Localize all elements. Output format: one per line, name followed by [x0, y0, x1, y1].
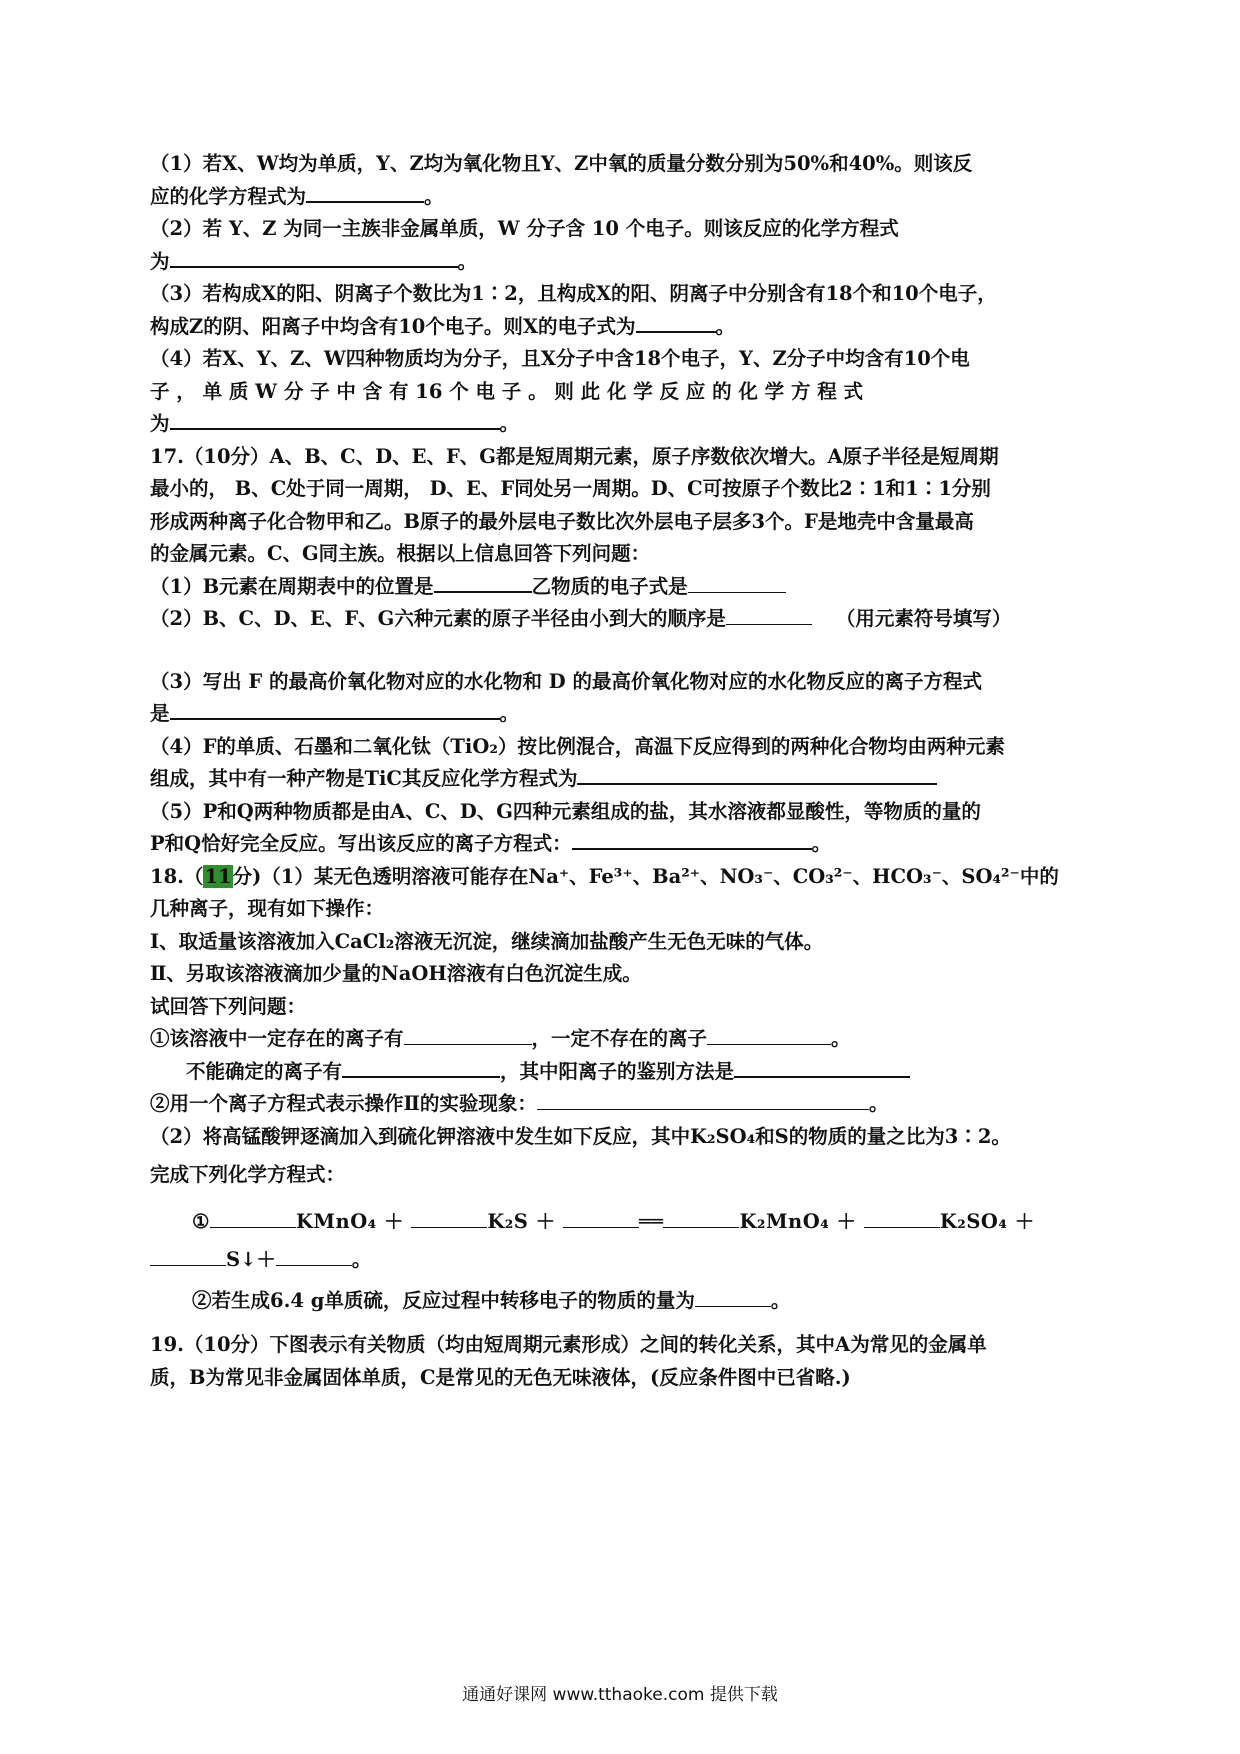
q18-ask: 试回答下列问题： [150, 994, 307, 1018]
q17-stem-line1: 17.（10分）A、B、C、D、E、F、G都是短周期元素，原子序数依次增大。A原子半径是短周期 [150, 444, 999, 468]
q18-q1-cont: 不能确定的离子有 ，其中阳离子的鉴别方法是 [150, 1056, 1100, 1089]
q16-part2-line2: 为 。 [150, 246, 1100, 279]
q16-part1-line1: （1）若X、W均为单质，Y、Z均为氧化物且Y、Z中氧的质量分数分别为50%和40%。则该反 [150, 152, 973, 175]
q17-sub2: （2）B、C、D、E、F、G六种元素的原子半径由小到大的顺序是 （用元素符号填写） [150, 603, 1100, 636]
q16-part1-line2: 应的化学方程式为 。 [150, 181, 1100, 214]
highlighted-score: 11 [204, 864, 232, 888]
answer-blank[interactable] [663, 1207, 739, 1228]
answer-blank[interactable] [342, 1056, 500, 1078]
q19-line1: 19.（10分）下图表示有关物质（均由短周期元素形成）之间的转化关系，其中A为常见的金属单 [150, 1333, 987, 1356]
q17-stem-line4: 的金属元素。C、G同主族。根据以上信息回答下列问题： [150, 542, 651, 565]
answer-blank[interactable] [276, 1245, 352, 1266]
q16-part3-line2: 构成Z的阴、阳离子中均含有10个电子。则X的电子式为 。 [150, 311, 1100, 344]
q18-q2: ②用一个离子方程式表示操作Ⅱ的实验现象： 。 [150, 1088, 1100, 1121]
answer-blank[interactable] [170, 408, 500, 430]
answer-blank[interactable] [636, 311, 716, 333]
q17-sub5-line1: （5）P和Q两种物质都是由A、C、D、G四种元素组成的盐，其水溶液都显酸性，等物质的量的 [150, 799, 981, 823]
answer-blank[interactable] [577, 763, 937, 785]
q17-sub5-line2: P和Q恰好完全反应。写出该反应的离子方程式： 。 [150, 828, 1100, 861]
answer-blank[interactable] [170, 698, 500, 720]
q16-part4-line2: 子 ， 单 质 W 分 子 中 含 有 16 个 电 子 。 则 此 化 学 反 应 的 化 学 方 程 式 [150, 379, 864, 403]
answer-blank[interactable] [563, 1207, 639, 1228]
q18-operation-1: Ⅰ、取适量该溶液加入CaCl₂溶液无沉淀，继续滴加盐酸产生无色无味的气体。 [150, 929, 824, 953]
q17-sub3-line1: （3）写出 F 的最高价氧化物对应的水化物和 D 的最高价氧化物对应的水化物反应的离子方程式 [150, 669, 982, 693]
q16-part4-line1: （4）若X、Y、Z、W四种物质均为分子，且X分子中含18个电子，Y、Z分子中均含有10个电 [150, 347, 970, 370]
q16-part3-line1: （3）若构成X的阳、阴离子个数比为1∶2，且构成X的阳、阴离子中分别含有18个和10个电子， [150, 282, 997, 305]
page-footer: 通通好课网 www.tthaoke.com 提供下载 [462, 1685, 778, 1705]
answer-blank[interactable] [726, 604, 812, 625]
q17-stem-line2: 最小的， B、C处于同一周期， D、E、F同处另一周期。D、C可按原子个数比2∶1和1∶1分别 [150, 477, 991, 500]
answer-blank[interactable] [404, 1024, 532, 1045]
q18-equation-line2: S↓＋ 。 [150, 1244, 1100, 1277]
answer-blank[interactable] [864, 1207, 940, 1228]
q18-line2: 几种离子，现有如下操作： [150, 897, 385, 920]
q18-operation-2: Ⅱ、另取该溶液滴加少量的NaOH溶液有白色沉淀生成。 [150, 962, 642, 985]
q18-part2-line2: 完成下列化学方程式： [150, 1163, 346, 1186]
q17-sub4-line1: （4）F的单质、石墨和二氧化钛（TiO₂）按比例混合，高温下反应得到的两种化合物均由两种元素 [150, 734, 1005, 758]
q18-q1: ①该溶液中一定存在的离子有 ，一定不存在的离子 。 [150, 1023, 1100, 1056]
answer-blank[interactable] [306, 181, 424, 203]
q17-stem-line3: 形成两种离子化合物甲和乙。B原子的最外层电子数比次外层电子层多3个。F是地壳中含量最高 [150, 509, 974, 533]
q18-part2-q2: ②若生成6.4 g单质硫，反应过程中转移电子的物质的量为 。 [150, 1285, 1100, 1318]
answer-blank[interactable] [572, 828, 812, 850]
q17-sub4-line2: 组成，其中有一种产物是TiC其反应化学方程式为 [150, 763, 1100, 796]
q18-head: 18.（11分)（1）某无色透明溶液可能存在Na⁺、Fe³⁺、Ba²⁺、NO₃⁻、CO₃²⁻、HCO₃⁻、SO₄²⁻中的 [150, 864, 1059, 888]
q18-part2-line1: （2）将高锰酸钾逐滴加入到硫化钾溶液中发生如下反应，其中K₂SO₄和S的物质的量之比为3∶2。 [150, 1124, 1011, 1148]
answer-blank[interactable] [170, 246, 458, 268]
answer-blank[interactable] [695, 1286, 771, 1307]
q16-part4-line3: 为 。 [150, 408, 1100, 441]
q17-sub1: （1）B元素在周期表中的位置是 乙物质的电子式是 [150, 571, 1100, 604]
q18-equation-line1: ① KMnO₄ ＋ K₂S ＋ ══ K₂MnO₄ ＋ K₂SO₄ ＋ [150, 1206, 1100, 1239]
answer-blank[interactable] [537, 1089, 869, 1110]
answer-blank[interactable] [734, 1056, 910, 1078]
answer-blank[interactable] [150, 1245, 226, 1266]
answer-blank[interactable] [688, 572, 786, 593]
q19-line2: 质，B为常见非金属固体单质，C是常见的无色无味液体，(反应条件图中已省略.) [150, 1365, 851, 1389]
answer-blank[interactable] [707, 1024, 831, 1045]
document-body [150, 148, 1100, 1394]
q16-part2-line1: （2）若 Y、Z 为同一主族非金属单质，W 分子含 10 个电子。则该反应的化学方程式 [150, 217, 899, 240]
answer-blank[interactable] [411, 1207, 487, 1228]
q17-sub3-line2: 是 。 [150, 698, 1100, 731]
answer-blank[interactable] [210, 1207, 296, 1228]
answer-blank[interactable] [434, 571, 532, 593]
